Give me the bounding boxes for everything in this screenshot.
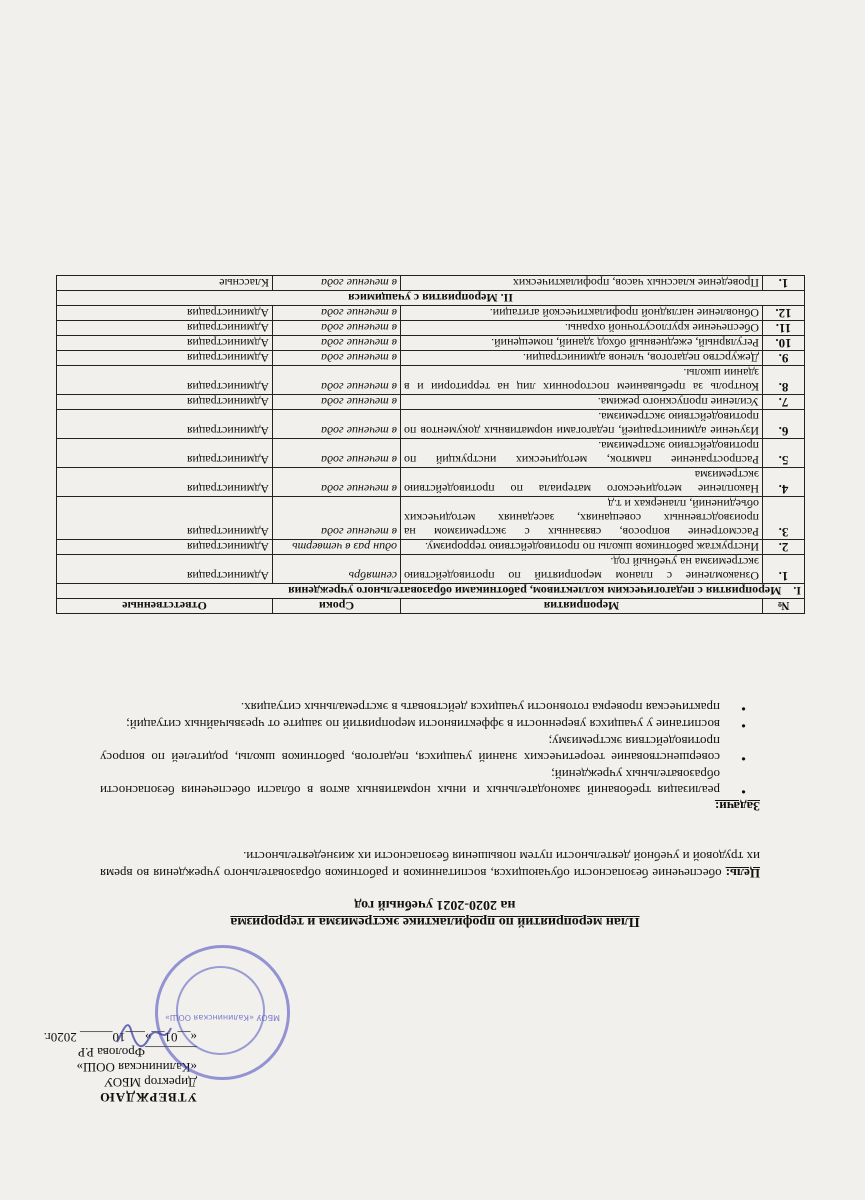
row-resp: Администрация (57, 468, 273, 497)
approval-line-1: Директор МБОУ (104, 1075, 197, 1090)
row-num: 4. (763, 468, 805, 497)
row-event: Изучение администрацией, педагогами нормативных документов по противодействию экстремизма. (401, 410, 763, 439)
row-time: в течение года (273, 306, 401, 321)
row-time: в течение года (273, 321, 401, 336)
signature (115, 1020, 175, 1050)
row-time: в течение года (273, 497, 401, 540)
row-time: в течение года (273, 410, 401, 439)
header-event: Мероприятия (401, 599, 763, 614)
row-num: 1. (763, 555, 805, 584)
row-event: Обновление наглядной профилактической агитации. (401, 306, 763, 321)
row-event: Распространение памяток, методических инструкций по противодействию экстремизма. (401, 439, 763, 468)
section-title: II. Мероприятия с учащимися (57, 291, 805, 306)
row-resp: Администрация (57, 395, 273, 410)
table-row (57, 497, 805, 540)
row-resp: Классные (57, 276, 273, 291)
events-table (56, 275, 805, 614)
task-item: • практическая проверка готовности учащихся действовать в экстремальных ситуациях. (100, 699, 760, 715)
approval-line-2: «Калининская ООШ» (76, 1060, 197, 1075)
table-row (57, 410, 805, 439)
row-time: сентябрь (273, 555, 401, 584)
row-time: в течение года (273, 336, 401, 351)
row-resp: Администрация (57, 410, 273, 439)
header-time: Сроки (273, 599, 401, 614)
row-resp: Администрация (57, 540, 273, 555)
row-time: в течение года (273, 395, 401, 410)
row-num: 11. (763, 321, 805, 336)
table-row (57, 468, 805, 497)
title-line-2: на 2020-2021 учебный год (354, 897, 516, 912)
row-time: в течение года (273, 351, 401, 366)
task-item: • реализация требований законодательных и иных нормативных актов в области обеспечения безопасности образовательных учреждений; (100, 766, 760, 798)
row-event: Накопление методического материала по противодействию экстремизма (401, 468, 763, 497)
row-resp: Администрация (57, 351, 273, 366)
official-stamp (155, 945, 290, 1080)
table-row (57, 321, 805, 336)
header-resp: Ответственные (57, 599, 273, 614)
table-row (57, 336, 805, 351)
table-row (57, 555, 805, 584)
row-resp: Администрация (57, 555, 273, 584)
approval-line-3: ________Фролова Р.Р (77, 1045, 197, 1060)
table-row (57, 395, 805, 410)
row-num: 7. (763, 395, 805, 410)
row-time: в течение года (273, 439, 401, 468)
row-num: 1. (763, 276, 805, 291)
row-resp: Администрация (57, 336, 273, 351)
row-event: Проведение классных часов, профилактических (401, 276, 763, 291)
row-event: Регулярный, ежедневный обход зданий, помещений. (401, 336, 763, 351)
row-resp: Администрация (57, 439, 273, 468)
row-resp: Администрация (57, 497, 273, 540)
table-row (57, 351, 805, 366)
row-num: 9. (763, 351, 805, 366)
stamp-inner-ring (176, 966, 265, 1055)
table-row (57, 540, 805, 555)
section-row (57, 291, 805, 306)
row-event: Рассмотрение вопросов, связанных с экстремизмом на производственных совещаниях, заседаниях методических объединений, планерках и т.д (401, 497, 763, 540)
row-num: 2. (763, 540, 805, 555)
section-text: Мероприятия с педагогическим коллективом, работниками образовательного учреждения (288, 584, 782, 598)
section-number: I. (793, 584, 801, 598)
table-row (57, 306, 805, 321)
row-time: один раз в четверть (273, 540, 401, 555)
goal-label: Цель: (725, 866, 760, 881)
row-event: Усиление пропускного режима. (401, 395, 763, 410)
section-row (57, 584, 805, 599)
section-title (57, 584, 805, 599)
table-row (57, 276, 805, 291)
row-resp: Администрация (57, 321, 273, 336)
row-event: Обеспечение круглосуточной охраны. (401, 321, 763, 336)
approval-date: «__01__»___10_____ 2020г. (43, 1030, 197, 1045)
table-header-row (57, 599, 805, 614)
row-num: 10. (763, 336, 805, 351)
tasks-list (100, 698, 760, 798)
row-event: Ознакомление с планом мероприятий по противодействию экстремизма на учебный год. (401, 555, 763, 584)
task-item: • совершенствование теоретических знаний учащихся, педагогов, работников школы, родителей по вопросу противодействия экстремизму; (100, 733, 760, 765)
row-resp: Администрация (57, 366, 273, 395)
title-line-1: План мероприятий по профилактике экстремизма и терроризма (230, 914, 640, 929)
header-num: № (763, 599, 805, 614)
goal-text: обеспечение безопасности обучающихся, воспитанников и работников образовательного учреждения во время их трудовой и учебной деятельности путем повышения безопасности их жизнедеятельности. (100, 849, 760, 881)
table-row (57, 366, 805, 395)
row-resp: Администрация (57, 306, 273, 321)
row-event: Инструктаж работников школы по противодействию терроризму. (401, 540, 763, 555)
row-num: 3. (763, 497, 805, 540)
row-num: 5. (763, 439, 805, 468)
goal-paragraph (100, 848, 760, 882)
row-num: 12. (763, 306, 805, 321)
row-time: в течение года (273, 468, 401, 497)
stamp-text: МБОУ «Калининская ООШ» (164, 1013, 281, 1022)
approval-title: УТВЕРЖДАЮ (99, 1090, 197, 1105)
document-title (105, 896, 765, 930)
row-event: Контроль за пребыванием посторонних лиц на территории и в здании школы. (401, 366, 763, 395)
task-item: • воспитание у учащихся уверенности в эффективности мероприятий по защите от чрезвычайных ситуаций; (100, 716, 760, 732)
row-time: в течение года (273, 366, 401, 395)
row-num: 6. (763, 410, 805, 439)
row-time: в течение года (273, 276, 401, 291)
table-row (57, 439, 805, 468)
row-event: Дежурство педагогов, членов администрации. (401, 351, 763, 366)
tasks-heading: Задачи: (714, 799, 760, 814)
row-num: 8. (763, 366, 805, 395)
